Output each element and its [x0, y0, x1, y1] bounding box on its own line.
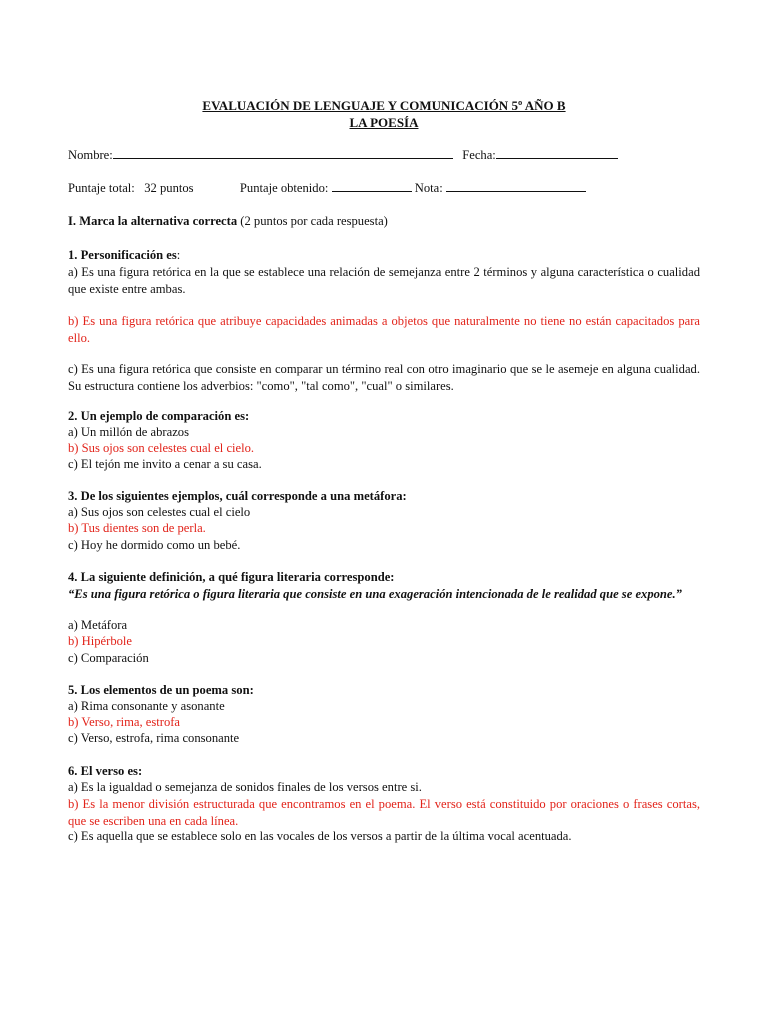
- question-1-option-b: b) Es una figura retórica que atribuye capacidades animadas a objetos que naturalmente no tiene no están capacitados para ello.: [68, 314, 700, 345]
- puntaje-total: Puntaje total: 32 puntos: [68, 181, 194, 195]
- section-title: I. Marca la alternativa correcta: [68, 214, 238, 228]
- question-6-option-a: a) Es la igualdad o semejanza de sonidos finales de los versos entre si.: [68, 780, 422, 794]
- question-2-option-b: b) Sus ojos son celestes cual el cielo.: [68, 441, 255, 455]
- question-6-option-c: c) Es aquella que se establece solo en las vocales de los versos a partir de la última vocal acentuada.: [68, 829, 572, 843]
- exam-subtitle: LA POESÍA: [349, 115, 419, 130]
- question-6-option-b: b) Es la menor división estructurada que encontramos en el poema. El verso está constituido por oraciones o frases cortas, que se escriben una en cada línea.: [68, 797, 700, 828]
- fecha-label: Fecha:: [462, 148, 496, 162]
- score-row: [68, 180, 586, 196]
- question-2-option-c: c) El tejón me invito a cenar a su casa.: [68, 457, 262, 471]
- nombre-label: Nombre:: [68, 148, 113, 162]
- nota-blank: [446, 180, 586, 192]
- nombre-blank: [113, 147, 453, 159]
- question-3-option-a: a) Sus ojos son celestes cual el cielo: [68, 505, 251, 519]
- question-4-prompt: 4. La siguiente definición, a qué figura literaria corresponde:: [68, 570, 395, 584]
- question-5-prompt: 5. Los elementos de un poema son:: [68, 683, 254, 697]
- question-5-option-c: c) Verso, estrofa, rima consonante: [68, 731, 240, 745]
- question-4-option-c: c) Comparación: [68, 651, 149, 665]
- question-5-option-b: b) Verso, rima, estrofa: [68, 715, 181, 729]
- exam-title: EVALUACIÓN DE LENGUAJE Y COMUNICACIÓN 5º AÑO B: [202, 98, 566, 113]
- question-1-text: 1. Personificación es: [68, 248, 177, 262]
- puntaje-obtenido-label: Puntaje obtenido:: [239, 181, 329, 195]
- question-4-quote: “Es una figura retórica o figura literaria que consiste en una exageración intencionada de le realidad que se expone.”: [68, 587, 682, 601]
- question-2-prompt: 2. Un ejemplo de comparación es:: [68, 409, 250, 423]
- question-3-prompt: 3. De los siguientes ejemplos, cuál corresponde a una metáfora:: [68, 489, 407, 503]
- fecha-blank: [496, 147, 618, 159]
- puntaje-obtenido-blank: [332, 180, 412, 192]
- question-3-option-b: b) Tus dientes son de perla.: [68, 521, 206, 535]
- question-1-option-a: a) Es una figura retórica en la que se establece una relación de semejanza entre 2 términos y alguna característica o cualidad que existe entre ambas.: [68, 265, 700, 296]
- question-4-option-b: b) Hipérbole: [68, 634, 132, 648]
- question-3-option-c: c) Hoy he dormido como un bebé.: [68, 538, 241, 552]
- nota-label: Nota:: [414, 181, 443, 195]
- question-6-prompt: 6. El verso es:: [68, 764, 143, 778]
- question-1-colon: :: [176, 248, 181, 262]
- question-4-option-a: a) Metáfora: [68, 618, 128, 632]
- section-heading: [68, 214, 388, 229]
- section-note: (2 puntos por cada respuesta): [237, 214, 388, 228]
- question-2-option-a: a) Un millón de abrazos: [68, 425, 189, 439]
- question-1-option-c: c) Es una figura retórica que consiste en comparar un término real con otro imaginario que se le asemeje en alguna cualidad. Su estructura contiene los adverbios: "como", "tal como", "cual" o similares.: [68, 362, 700, 393]
- name-date-row: [68, 147, 618, 163]
- question-1-prompt: [68, 248, 180, 263]
- question-5-option-a: a) Rima consonante y asonante: [68, 699, 225, 713]
